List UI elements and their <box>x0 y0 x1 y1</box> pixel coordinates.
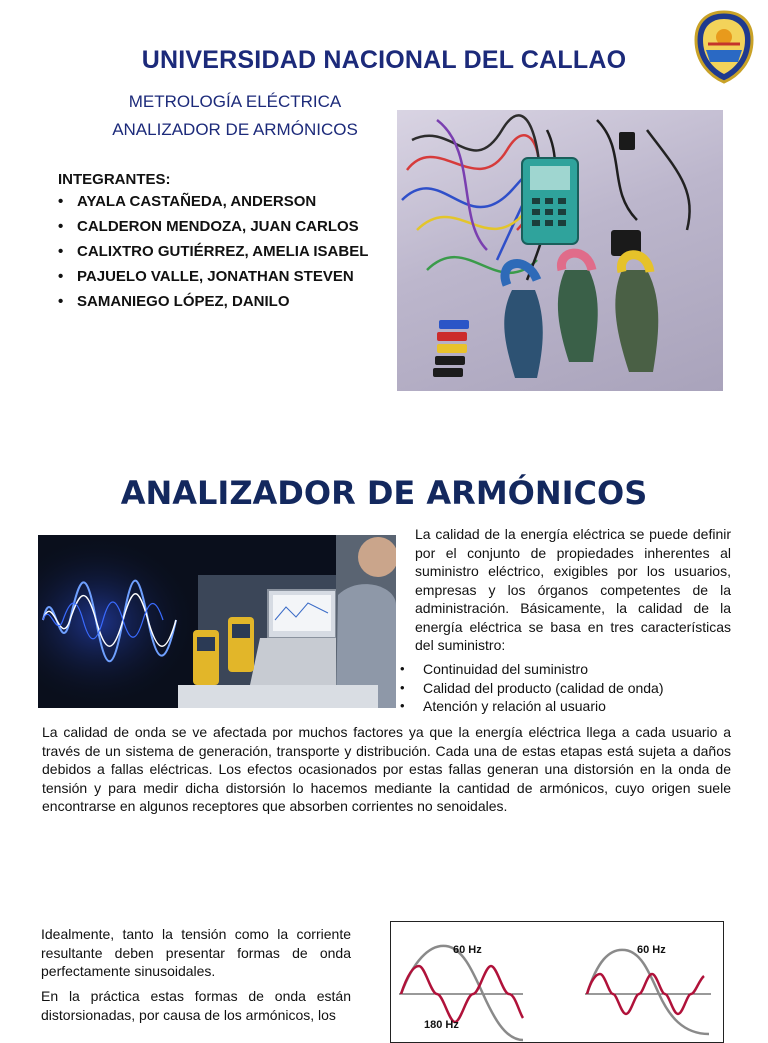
figure-label-60hz-right: 60 Hz <box>637 944 666 956</box>
characteristic-item: • Atención y relación al usuario <box>398 697 738 716</box>
figure-label-180hz: 180 Hz <box>424 1019 459 1031</box>
figure-label-60hz-left: 60 Hz <box>453 944 482 956</box>
member-item: • AYALA CASTAÑEDA, ANDERSON <box>58 193 388 211</box>
member-item: • CALDERON MENDOZA, JUAN CARLOS <box>58 218 388 236</box>
ideal-waveform-paragraph: Idealmente, tanto la tensión como la corriente resultante deben presentar formas de onda perfectamente sinusoidales. <box>41 926 351 979</box>
member-item: • CALIXTRO GUTIÉRREZ, AMELIA ISABEL <box>58 243 388 261</box>
harmonic-analyzer-kit-photo <box>397 110 723 391</box>
topic-subtitle: ANALIZADOR DE ARMÓNICOS <box>112 120 358 139</box>
analyzer-technician-photo <box>38 535 396 708</box>
intro-paragraph: La calidad de la energía eléctrica se puede definir por el conjunto de propiedades inherentes al suministro eléctrico, exigibles por los usuarios, empresas y los órganos competentes de la administración. Básicamente, la calidad de la energía eléctrica se basa en tres características del suministro: <box>415 526 731 653</box>
university-seal-logo <box>694 10 754 84</box>
practice-waveform-paragraph: En la práctica estas formas de onda están distorsionadas, por causa de los armónicos, los <box>41 988 351 1023</box>
university-title: UNIVERSIDAD NACIONAL DEL CALLAO <box>141 46 627 74</box>
course-subtitle: METROLOGÍA ELÉCTRICA <box>128 92 342 111</box>
characteristic-item: • Calidad del producto (calidad de onda) <box>398 679 738 698</box>
member-item: • SAMANIEGO LÓPEZ, DANILO <box>58 293 388 311</box>
characteristic-item: • Continuidad del suministro <box>398 660 738 679</box>
members-list <box>58 193 388 318</box>
members-heading: INTEGRANTES: <box>58 171 171 188</box>
wave-quality-paragraph: La calidad de onda se ve afectada por muchos factores ya que la energía eléctrica llega a cada usuario a través de un sistema de generación, transporte y distribución. Cada una de estas etapas está sujeta a daños debidos a fallas eléctricas. Los efectos ocasionados por estas fallas generan una distorsión en la onda de tensión y para medir dicha distorsión lo hacemos mediante la cantidad de armónicos, cuyo origen suele encontrarse en algunos receptores que absorben corrientes no senoidales. <box>42 724 731 814</box>
member-item: • PAJUELO VALLE, JONATHAN STEVEN <box>58 268 388 286</box>
characteristics-list <box>398 660 738 716</box>
section-heading: ANALIZADOR DE ARMÓNICOS <box>120 474 648 512</box>
harmonic-waveform-figure <box>390 921 724 1043</box>
